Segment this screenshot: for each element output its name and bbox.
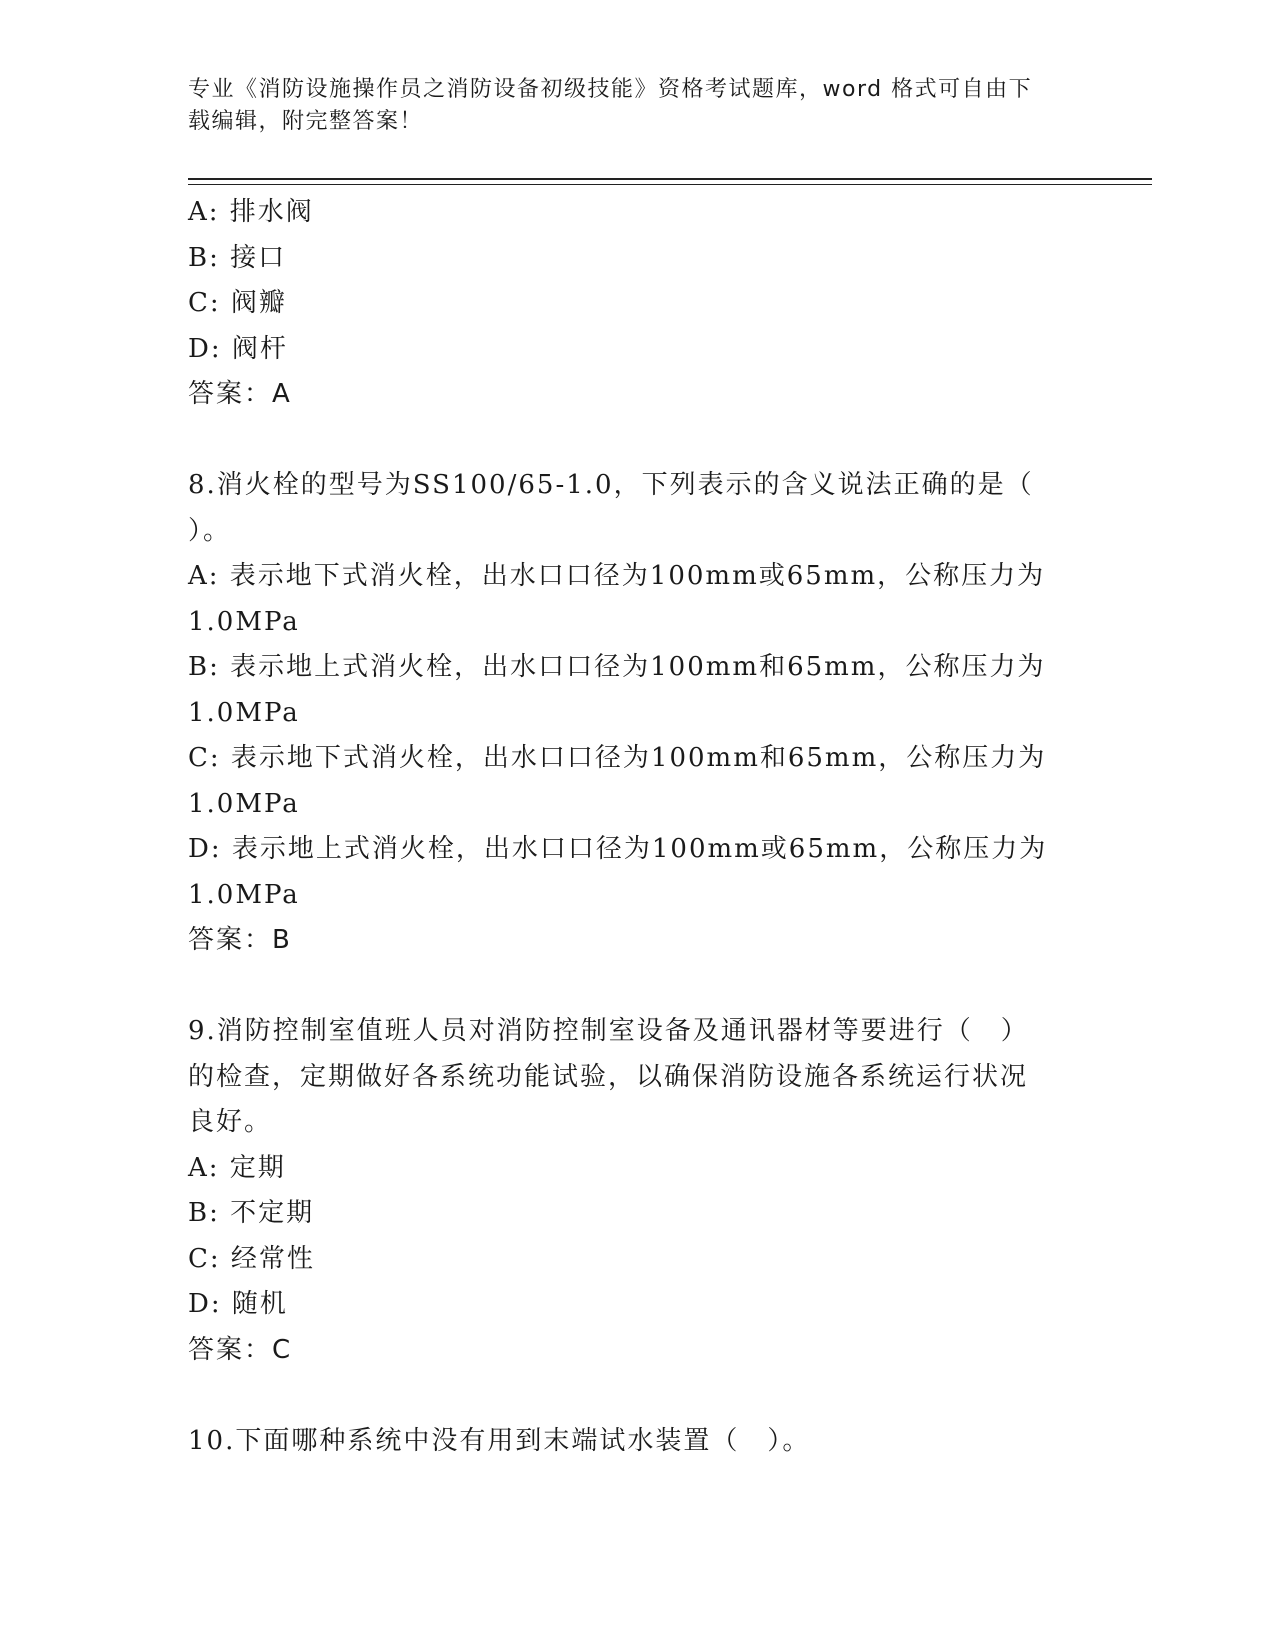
header-rule-thick	[188, 178, 1152, 180]
question-stem: 良好。	[188, 1107, 273, 1137]
answer: 答案：B	[188, 925, 292, 955]
question-content	[188, 190, 1068, 1464]
header-rule-thin	[188, 184, 1152, 185]
option-d-cont: 1.0MPa	[188, 879, 300, 910]
header-line-2: 载编辑，附完整答案！	[188, 109, 424, 134]
spacer	[188, 1373, 1068, 1419]
document-header	[188, 74, 1088, 138]
option-a-cont: 1.0MPa	[188, 606, 300, 637]
option-c: C: 阀瓣	[188, 288, 287, 318]
option-b: B: 表示地上式消火栓，出水口口径为100mm和65mm，公称压力为	[188, 652, 1046, 682]
option-d: D: 表示地上式消火栓，出水口口径为100mm或65mm，公称压力为	[188, 834, 1048, 864]
question-stem: 8.消火栓的型号为SS100/65-1.0，下列表示的含义说法正确的是（	[188, 470, 1034, 500]
option-a: A: 定期	[188, 1152, 286, 1183]
question-8	[188, 463, 1068, 964]
option-a: A: 表示地下式消火栓，出水口口径为100mm或65mm，公称压力为	[188, 561, 1046, 591]
option-d: D: 阀杆	[188, 333, 288, 364]
option-b: B: 不定期	[188, 1198, 315, 1228]
question-9	[188, 1009, 1068, 1373]
question-stem: 的检查，定期做好各系统功能试验，以确保消防设施各系统运行状况	[188, 1061, 1029, 1092]
option-c: C: 经常性	[188, 1243, 315, 1274]
answer: 答案：A	[188, 379, 292, 409]
header-line-1: 专业《消防设施操作员之消防设备初级技能》资格考试题库，word 格式可自由下	[188, 77, 1033, 102]
question-stem: 10.下面哪种系统中没有用到末端试水装置（ ）。	[188, 1425, 811, 1456]
option-d: D: 随机	[188, 1289, 288, 1319]
spacer	[188, 418, 1068, 464]
question-stem: ）。	[188, 515, 232, 546]
option-b: B: 接口	[188, 242, 287, 273]
spacer	[188, 964, 1068, 1010]
option-c-cont: 1.0MPa	[188, 788, 300, 819]
option-c: C: 表示地下式消火栓，出水口口径为100mm和65mm，公称压力为	[188, 743, 1047, 773]
question-stem: 9.消防控制室值班人员对消防控制室设备及通讯器材等要进行（ ）	[188, 1016, 1029, 1046]
question-10	[188, 1419, 1068, 1465]
option-b-cont: 1.0MPa	[188, 697, 300, 728]
option-a: A: 排水阀	[188, 197, 314, 227]
question-7	[188, 190, 1068, 418]
answer: 答案：C	[188, 1334, 293, 1365]
